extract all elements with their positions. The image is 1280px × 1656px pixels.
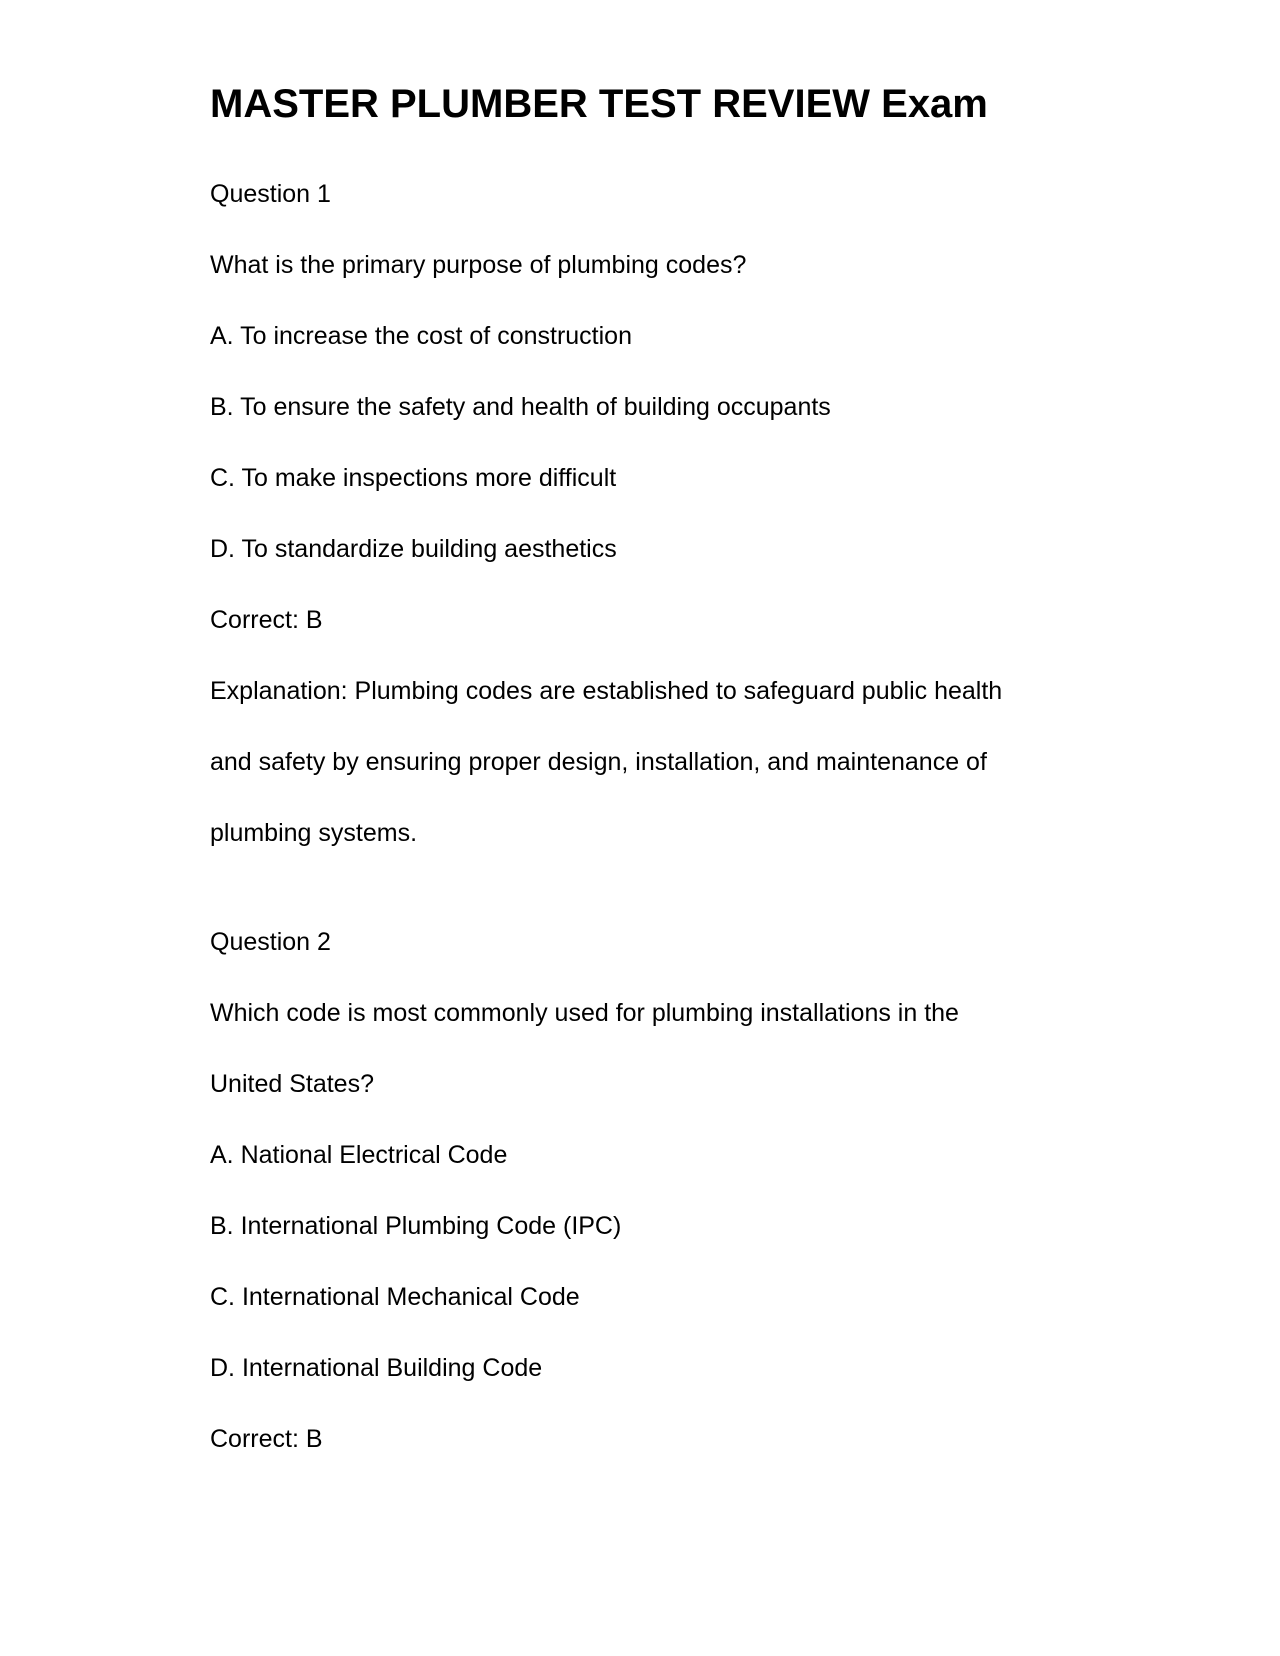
question-2-prompt-line-2: United States? [210, 1070, 374, 1098]
question-2-option-d: D. International Building Code [210, 1354, 543, 1382]
question-1-explanation-line-2: and safety by ensuring proper design, installation, and maintenance of [210, 748, 987, 776]
question-2-option-a: A. National Electrical Code [210, 1141, 508, 1169]
question-1-prompt: What is the primary purpose of plumbing codes? [210, 251, 747, 279]
question-1-explanation-line-1: Explanation: Plumbing codes are established to safeguard public health [210, 677, 1003, 705]
question-2-heading: Question 2 [210, 928, 331, 956]
question-2-option-b: B. International Plumbing Code (IPC) [210, 1212, 622, 1240]
question-1-explanation-line-3: plumbing systems. [210, 819, 418, 847]
question-1-option-c: C. To make inspections more difficult [210, 464, 617, 492]
question-2-prompt-line-1: Which code is most commonly used for plumbing installations in the [210, 999, 959, 1027]
document-title: MASTER PLUMBER TEST REVIEW Exam [210, 82, 988, 126]
question-1-heading: Question 1 [210, 180, 331, 208]
question-2-correct-answer: Correct: B [210, 1425, 323, 1453]
question-1-correct-answer: Correct: B [210, 606, 323, 634]
question-1-option-a: A. To increase the cost of construction [210, 322, 632, 350]
question-1-option-d: D. To standardize building aesthetics [210, 535, 617, 563]
question-2-option-c: C. International Mechanical Code [210, 1283, 580, 1311]
question-1-option-b: B. To ensure the safety and health of building occupants [210, 393, 831, 421]
